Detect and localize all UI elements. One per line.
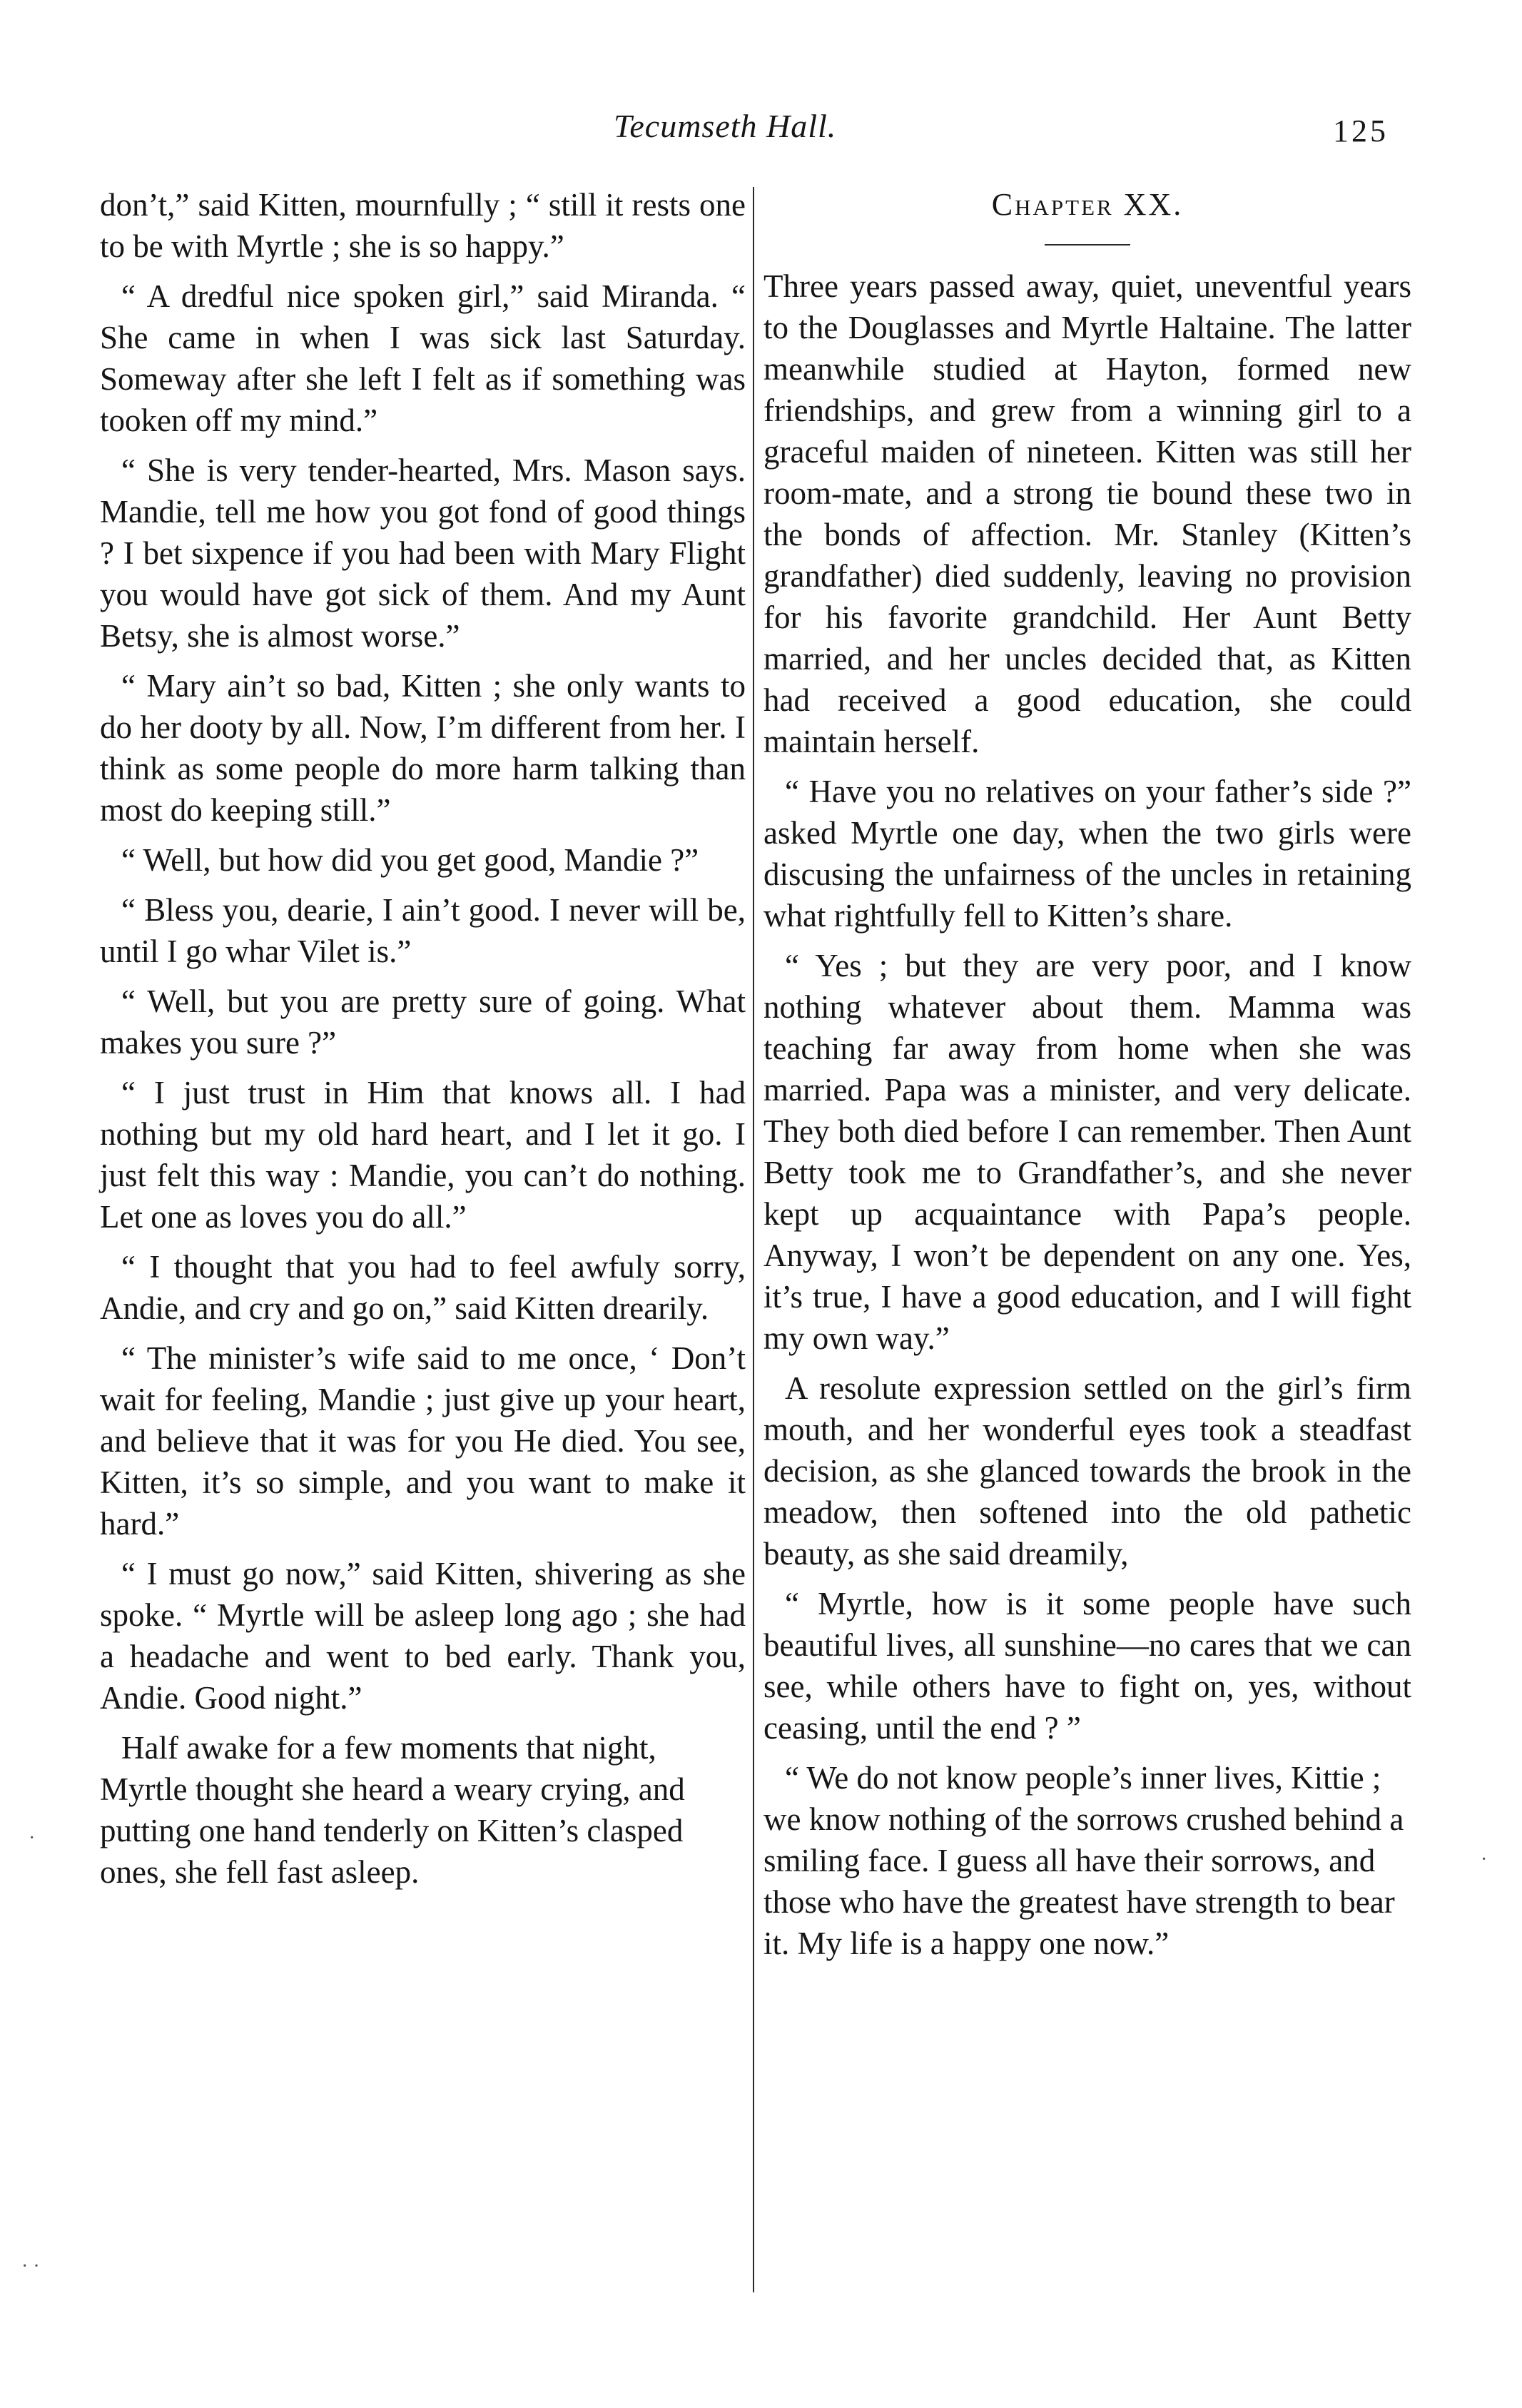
left-paragraph-4: “ Mary ain’t so bad, Kitten ; she only wants to do her dooty by all. Now, I’m different from her. I think as some people do more harm talking than most do keeping still.” <box>100 668 746 828</box>
left-paragraph-11: “ I must go now,” said Kitten, shivering as she spoke. “ Myrtle will be asleep long ago ; she had a headache and went to bed early. Thank you, Andie. Good night.” <box>100 1556 746 1716</box>
print-speck: · · <box>21 2255 40 2277</box>
running-title: Tecumseth Hall. <box>614 108 837 144</box>
left-paragraph-3: “ She is very tender-hearted, Mrs. Mason says. Mandie, tell me how you got fond of good things ? I bet sixpence if you had been with Mary Flight you would have got sick of them. And my Aunt Betsy, she is almost worse.” <box>100 452 746 654</box>
left-paragraph-2: “ A dredful nice spoken girl,” said Miranda. “ She came in when I was sick last Saturday. Someway after she left I felt as if something was tooken off my mind.” <box>100 278 746 438</box>
right-paragraph-5: “ Myrtle, how is it some people have such beautiful lives, all sunshine—no cares that we can see, while others have to fight on, yes, without ceasing, until the end ? ” <box>763 1586 1411 1746</box>
chapter-heading: Chapter XX. <box>991 187 1184 222</box>
left-column <box>100 184 746 1901</box>
print-speck: · <box>29 1827 36 1849</box>
left-paragraph-10: “ The minister’s wife said to me once, ‘ Don’t wait for feeling, Mandie ; just give up your heart, and believe that it was for you He died. You see, Kitten, it’s so simple, and you want to make it hard.” <box>100 1340 746 1542</box>
left-paragraph-12: Half awake for a few moments that night, Myrtle thought she heard a weary crying, and putting one hand tenderly on Kitten’s clasped ones, she fell fast asleep. <box>100 1730 685 1890</box>
column-divider <box>753 187 754 2292</box>
left-paragraph-7: “ Well, but you are pretty sure of going. What makes you sure ?” <box>100 983 746 1061</box>
left-paragraph-5: “ Well, but how did you get good, Mandie ?” <box>121 842 699 878</box>
print-speck: · <box>1481 1848 1488 1871</box>
right-paragraph-6: “ We do not know people’s inner lives, Kittie ; we know nothing of the sorrows crushed behind a smiling face. I guess all have their sorrows, and those who have the greatest have strength to bear it. My life is a happy one now.” <box>763 1760 1404 1961</box>
left-paragraph-1: don’t,” said Kitten, mournfully ; “ still it rests one to be with Myrtle ; she is so happy.” <box>100 187 746 264</box>
left-paragraph-9: “ I thought that you had to feel awfuly sorry, Andie, and cry and go on,” said Kitten drearily. <box>100 1249 746 1326</box>
right-paragraph-1: Three years passed away, quiet, uneventful years to the Douglasses and Myrtle Haltaine. The latter meanwhile studied at Hayton, formed new friendships, and grew from a winning girl to a graceful maiden of nineteen. Kitten was still her room-mate, and a strong tie bound these two in the bonds of affection. Mr. Stanley (Kitten’s grandfather) died suddenly, leaving no provision for his favorite grandchild. Her Aunt Betty married, and her uncles decided that, as Kitten had received a good education, she could maintain herself. <box>763 268 1411 759</box>
page-number: 125 <box>1333 113 1389 148</box>
left-paragraph-6: “ Bless you, dearie, I ain’t good. I never will be, until I go whar Vilet is.” <box>100 892 746 969</box>
right-paragraph-4: A resolute expression settled on the girl’s firm mouth, and her wonderful eyes took a steadfast decision, as she glanced towards the brook in the meadow, then softened into the old pathetic beauty, as she said dreamily, <box>763 1370 1411 1572</box>
right-paragraph-3: “ Yes ; but they are very poor, and I know nothing whatever about them. Mamma was teaching far away from home when she was married. Papa was a minister, and very delicate. They both died before I can remember. Then Aunt Betty took me to Grandfather’s, and she never kept up acquaintance with Papa’s people. Anyway, I won’t be dependent on any one. Yes, it’s true, I have a good education, and I will fight my own way.” <box>763 948 1411 1356</box>
right-paragraph-2: “ Have you no relatives on your father’s side ?” asked Myrtle one day, when the two girls were discusing the unfairness of the uncles in retaining what rightfully fell to Kitten’s share. <box>763 774 1411 934</box>
left-paragraph-8: “ I just trust in Him that knows all. I had nothing but my old hard heart, and I let it go. I just felt this way : Mandie, you can’t do nothing. Let one as loves you do all.” <box>100 1075 746 1235</box>
right-column <box>763 184 1411 1973</box>
chapter-rule <box>1045 244 1130 246</box>
